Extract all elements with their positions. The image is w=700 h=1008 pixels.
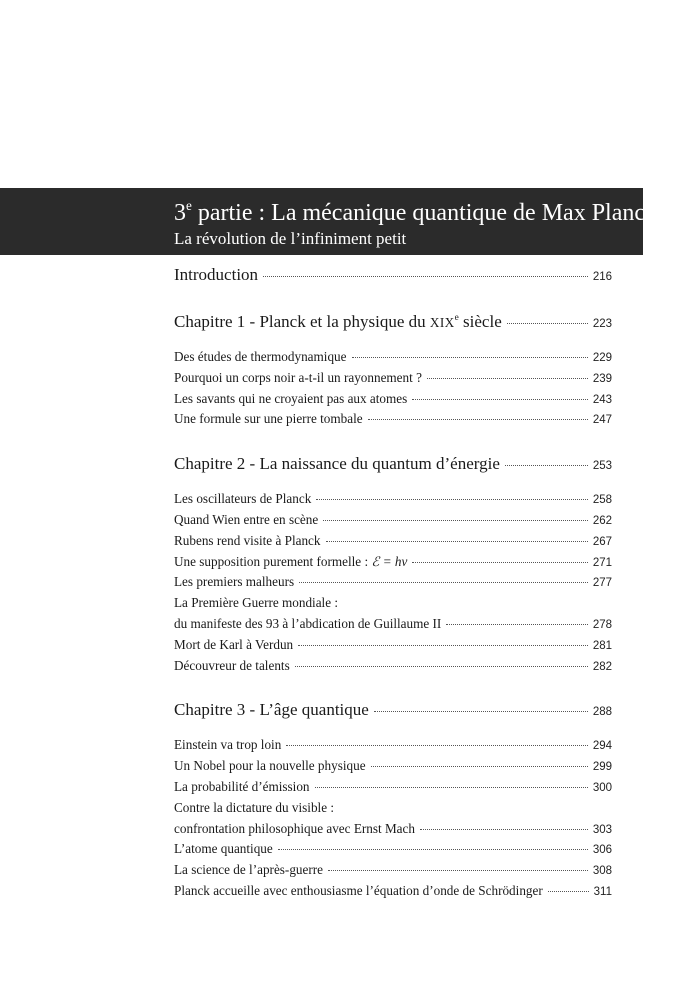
toc-chapter-2[interactable] [174,451,612,477]
dot-leader [326,541,588,542]
dot-leader [420,829,588,830]
section-label-text: Une supposition purement formelle : [174,553,372,569]
toc-section[interactable] [174,409,612,430]
toc-section-heading-line[interactable] [174,593,612,614]
dot-leader [368,419,588,420]
toc-section-label: L’atome quantique [174,841,273,857]
toc-section-page: 303 [592,823,612,836]
toc-chapter-page: 288 [592,706,612,719]
toc-section[interactable] [174,552,612,573]
toc-section-page: 306 [592,844,612,857]
energy-formula: ℰ = hν [371,553,408,569]
toc-section[interactable] [174,531,612,552]
toc-section[interactable] [174,635,612,656]
toc-section[interactable] [174,510,612,531]
toc-section-label: Les oscillateurs de Planck [174,491,312,507]
dot-leader [352,357,588,358]
toc-section[interactable] [174,881,612,902]
dot-leader [446,624,587,625]
toc-section[interactable] [174,839,612,860]
toc-section-heading-line[interactable] [174,798,612,819]
dot-leader [295,666,588,667]
toc-entry-label: Introduction [174,265,259,284]
dot-leader [323,520,588,521]
dot-leader [505,465,588,466]
toc-section-label: Les savants qui ne croyaient pas aux atomes [174,390,408,406]
toc-section-page: 294 [592,740,612,753]
toc-section-page: 239 [592,372,612,385]
toc-section-page: 278 [592,618,612,631]
dot-leader [316,499,587,500]
dot-leader [286,745,587,746]
toc-chapter-3[interactable] [174,697,612,723]
dot-leader [412,562,587,563]
toc-section-page: 271 [592,556,612,569]
toc-section-label: Einstein va trop loin [174,737,282,753]
toc-section-label [174,552,407,573]
toc-section[interactable] [174,368,612,389]
chapter-label-prefix: Chapitre 1 - Planck et la physique du [174,312,430,331]
toc-section[interactable] [174,860,612,881]
chapter-label-superscript: e [454,313,459,323]
dot-leader [548,891,589,892]
toc-chapter-label: Chapitre 3 - L’âge quantique [174,700,369,720]
toc-section-label: Contre la dictature du visible : [174,799,335,815]
toc-section-page: 299 [592,761,612,774]
toc-entry-introduction[interactable] [174,262,612,288]
toc-section-label: confrontation philosophique avec Ernst Mach [174,820,415,836]
toc-section[interactable] [174,656,612,677]
toc-section-label: Un Nobel pour la nouvelle physique [174,758,366,774]
toc-section-page: 258 [592,494,612,507]
toc-section[interactable] [174,756,612,777]
toc-section-label: Mort de Karl à Verdun [174,636,294,652]
toc-section-page: 229 [592,352,612,364]
toc-section[interactable] [174,489,612,510]
toc-section-label: La probabilité d’émission [174,778,310,794]
dot-leader [278,849,588,850]
toc-section-page: 243 [592,393,612,406]
dot-leader [371,766,588,767]
dot-leader [263,276,588,277]
chapter-label-suffix: siècle [458,312,502,331]
dot-leader [427,378,588,379]
toc-entry-page: 216 [592,271,612,283]
toc-section-page: 282 [592,660,612,673]
toc-section-page: 311 [593,885,612,898]
toc-section-label: Pourquoi un corps noir a-t-il un rayonnement ? [174,369,422,385]
dot-leader [315,787,588,788]
toc-section-label: Découvreur de talents [174,657,290,673]
toc-section-page: 308 [592,865,612,878]
dot-leader [374,711,588,712]
chapter-label-century: XIX [429,315,455,330]
dot-leader [328,870,588,871]
toc-section-label: Une formule sur une pierre tombale [174,411,363,427]
toc-section-label: du manifeste des 93 à l’abdication de Guillaume II [174,615,442,631]
part-title [174,198,657,228]
toc-section[interactable] [174,777,612,798]
toc-chapter-page: 253 [592,460,612,473]
toc-section[interactable] [174,347,612,368]
toc-section-label: Des études de thermodynamique [174,349,347,364]
toc-section-page: 267 [592,535,612,548]
toc-section-label: Quand Wien entre en scène [174,511,319,527]
dot-leader [299,582,588,583]
toc-chapter-page: 223 [592,318,612,330]
part-number-superscript: e [186,198,192,214]
toc-section-label: Les premiers malheurs [174,574,295,590]
toc-section[interactable] [174,735,612,756]
toc-section-page: 281 [592,639,612,652]
toc-chapter-label: Chapitre 2 - La naissance du quantum d’énergie [174,454,500,474]
part-title-text: partie : La mécanique quantique de Max Planck [191,200,658,226]
table-of-contents [174,262,612,902]
toc-chapter-1[interactable] [174,309,612,335]
dot-leader [507,323,588,324]
toc-section-label: La Première Guerre mondiale : [174,595,339,611]
dot-leader [298,645,588,646]
toc-section[interactable] [174,572,612,593]
toc-section[interactable] [174,389,612,410]
toc-section[interactable] [174,819,612,840]
dot-leader [412,399,588,400]
toc-section-page: 300 [592,781,612,794]
toc-section-label: Planck accueille avec enthousiasme l’équation d’onde de Schrödinger [174,882,543,898]
toc-chapter-label [174,309,502,336]
toc-section-label: Rubens rend visite à Planck [174,532,321,548]
toc-section[interactable] [174,614,612,635]
toc-section-page: 262 [592,514,612,527]
part-subtitle: La révolution de l’infiniment petit [174,229,407,248]
toc-section-page: 277 [592,577,612,590]
part-number: 3 [174,200,186,226]
toc-section-label: La science de l’après-guerre [174,862,323,878]
toc-section-page: 247 [592,414,612,427]
part-header-banner [0,188,658,255]
